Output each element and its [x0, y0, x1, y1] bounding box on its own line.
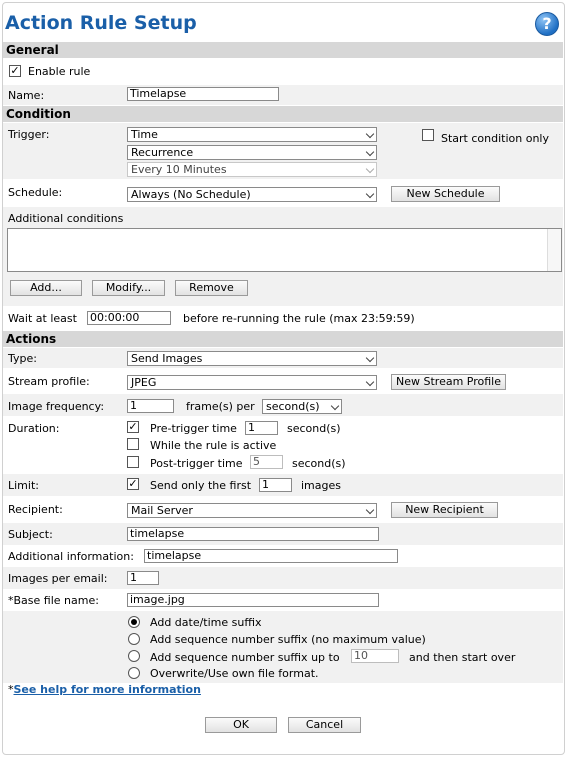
post-trigger-input[interactable]: 5 — [250, 455, 283, 469]
while-active-label: While the rule is active — [150, 439, 277, 452]
pre-trigger-checkbox[interactable]: ✓ — [128, 420, 138, 433]
suffix-option-datetime-label: Add date/time suffix — [150, 616, 262, 629]
chevron-down-icon — [366, 130, 374, 138]
images-per-email-label: Images per email: — [8, 572, 108, 585]
trigger-select-value: Time — [131, 128, 158, 141]
suffix-option-sequence-max-radio[interactable] — [128, 650, 140, 662]
help-note — [8, 683, 201, 696]
frequency-unit-select[interactable] — [262, 399, 342, 414]
radio-selected-dot — [131, 619, 137, 625]
stream-profile-value: JPEG — [131, 376, 157, 389]
start-condition-only-checkbox[interactable] — [422, 129, 434, 141]
chevron-down-icon — [366, 378, 374, 386]
chevron-down-icon — [366, 148, 374, 156]
post-trigger-label: Post-trigger time — [150, 457, 243, 470]
modify-condition-button[interactable]: Modify... — [92, 280, 165, 296]
page-title: Action Rule Setup — [5, 12, 197, 34]
additional-conditions-label: Additional conditions — [8, 212, 124, 225]
new-stream-profile-button[interactable]: New Stream Profile — [391, 374, 506, 390]
trigger-label: Trigger: — [8, 128, 50, 141]
remove-condition-button[interactable]: Remove — [175, 280, 248, 296]
post-trigger-checkbox[interactable] — [127, 456, 139, 468]
wait-input[interactable]: 00:00:00 — [87, 311, 171, 325]
additional-info-input[interactable]: timelapse — [144, 549, 398, 563]
schedule-select-value: Always (No Schedule) — [131, 188, 251, 201]
additional-info-label: Additional information: — [8, 550, 134, 563]
section-general-header: General — [3, 42, 563, 58]
name-input[interactable]: Timelapse — [127, 87, 279, 101]
pre-trigger-input[interactable]: 1 — [245, 421, 278, 435]
suffix-option-sequence-radio[interactable] — [128, 633, 140, 645]
type-label: Type: — [8, 352, 37, 365]
recipient-label: Recipient: — [8, 503, 63, 516]
pre-trigger-label: Pre-trigger time — [150, 422, 237, 435]
image-frequency-label: Image frequency: — [8, 400, 105, 413]
chevron-down-icon — [366, 165, 374, 173]
duration-label: Duration: — [8, 422, 60, 435]
schedule-select[interactable] — [127, 187, 377, 202]
schedule-label: Schedule: — [8, 186, 63, 199]
suffix-option-overwrite-radio[interactable] — [128, 667, 140, 679]
subject-input[interactable]: timelapse — [127, 527, 379, 541]
trigger-select[interactable] — [127, 127, 377, 142]
scrollbar[interactable] — [547, 229, 561, 271]
help-note-asterisk: * — [8, 683, 14, 696]
chevron-down-icon — [366, 190, 374, 198]
recipient-select-value: Mail Server — [131, 504, 193, 517]
trigger-interval-value: Every 10 Minutes — [131, 163, 227, 176]
chevron-down-icon — [366, 354, 374, 362]
limit-input[interactable]: 1 — [259, 478, 292, 492]
help-icon[interactable]: ? — [535, 12, 559, 36]
name-label: Name: — [8, 89, 45, 102]
while-active-checkbox[interactable] — [127, 438, 139, 450]
images-per-email-input[interactable]: 1 — [127, 571, 159, 585]
wait-label: Wait at least — [8, 312, 77, 325]
suffix-option-datetime-radio[interactable] — [128, 616, 140, 628]
stream-profile-label: Stream profile: — [8, 375, 90, 388]
post-trigger-unit: second(s) — [292, 457, 346, 470]
type-select[interactable] — [127, 351, 377, 366]
base-file-name-input[interactable]: image.jpg — [127, 593, 379, 607]
limit-text: Send only the first — [150, 479, 252, 492]
new-recipient-button[interactable]: New Recipient — [391, 502, 498, 518]
section-actions-header: Actions — [3, 331, 563, 347]
chevron-down-icon — [366, 506, 374, 514]
wait-suffix: before re-running the rule (max 23:59:59) — [183, 312, 415, 325]
add-condition-button[interactable]: Add... — [10, 280, 82, 296]
cancel-button[interactable]: Cancel — [288, 717, 361, 733]
subject-label: Subject: — [8, 528, 53, 541]
enable-rule-label: Enable rule — [28, 65, 91, 78]
chevron-down-icon — [331, 402, 339, 410]
limit-unit: images — [301, 479, 341, 492]
suffix-option-overwrite-label: Overwrite/Use own file format. — [150, 667, 319, 680]
enable-rule-checkbox[interactable]: ✓ — [10, 64, 20, 77]
section-condition-header: Condition — [3, 106, 563, 122]
name-row — [3, 85, 563, 105]
pre-trigger-unit: second(s) — [287, 422, 341, 435]
sequence-max-input[interactable]: 10 — [351, 649, 399, 663]
suffix-option-sequence-label: Add sequence number suffix (no maximum value) — [150, 633, 426, 646]
limit-checkbox[interactable]: ✓ — [128, 477, 138, 490]
type-select-value: Send Images — [131, 352, 203, 365]
trigger-sub-select[interactable] — [127, 145, 377, 160]
start-condition-only-label: Start condition only — [441, 132, 549, 145]
new-schedule-button[interactable]: New Schedule — [391, 186, 500, 202]
base-file-name-label: *Base file name: — [8, 594, 99, 607]
trigger-sub-select-value: Recurrence — [131, 146, 194, 159]
frequency-unit-value: second(s) — [266, 400, 320, 413]
ok-button[interactable]: OK — [205, 717, 277, 733]
recipient-select[interactable] — [127, 503, 377, 518]
suffix-option-sequence-max-label: Add sequence number suffix up to — [150, 651, 340, 664]
sequence-after-text: and then start over — [409, 651, 516, 664]
frames-per-label: frame(s) per — [186, 400, 255, 413]
help-link[interactable]: See help for more information — [13, 683, 201, 696]
trigger-interval-select[interactable] — [127, 162, 377, 177]
image-frequency-input[interactable]: 1 — [127, 399, 174, 413]
additional-conditions-list[interactable] — [7, 228, 562, 272]
stream-profile-select[interactable] — [127, 375, 377, 390]
limit-label: Limit: — [8, 479, 39, 492]
